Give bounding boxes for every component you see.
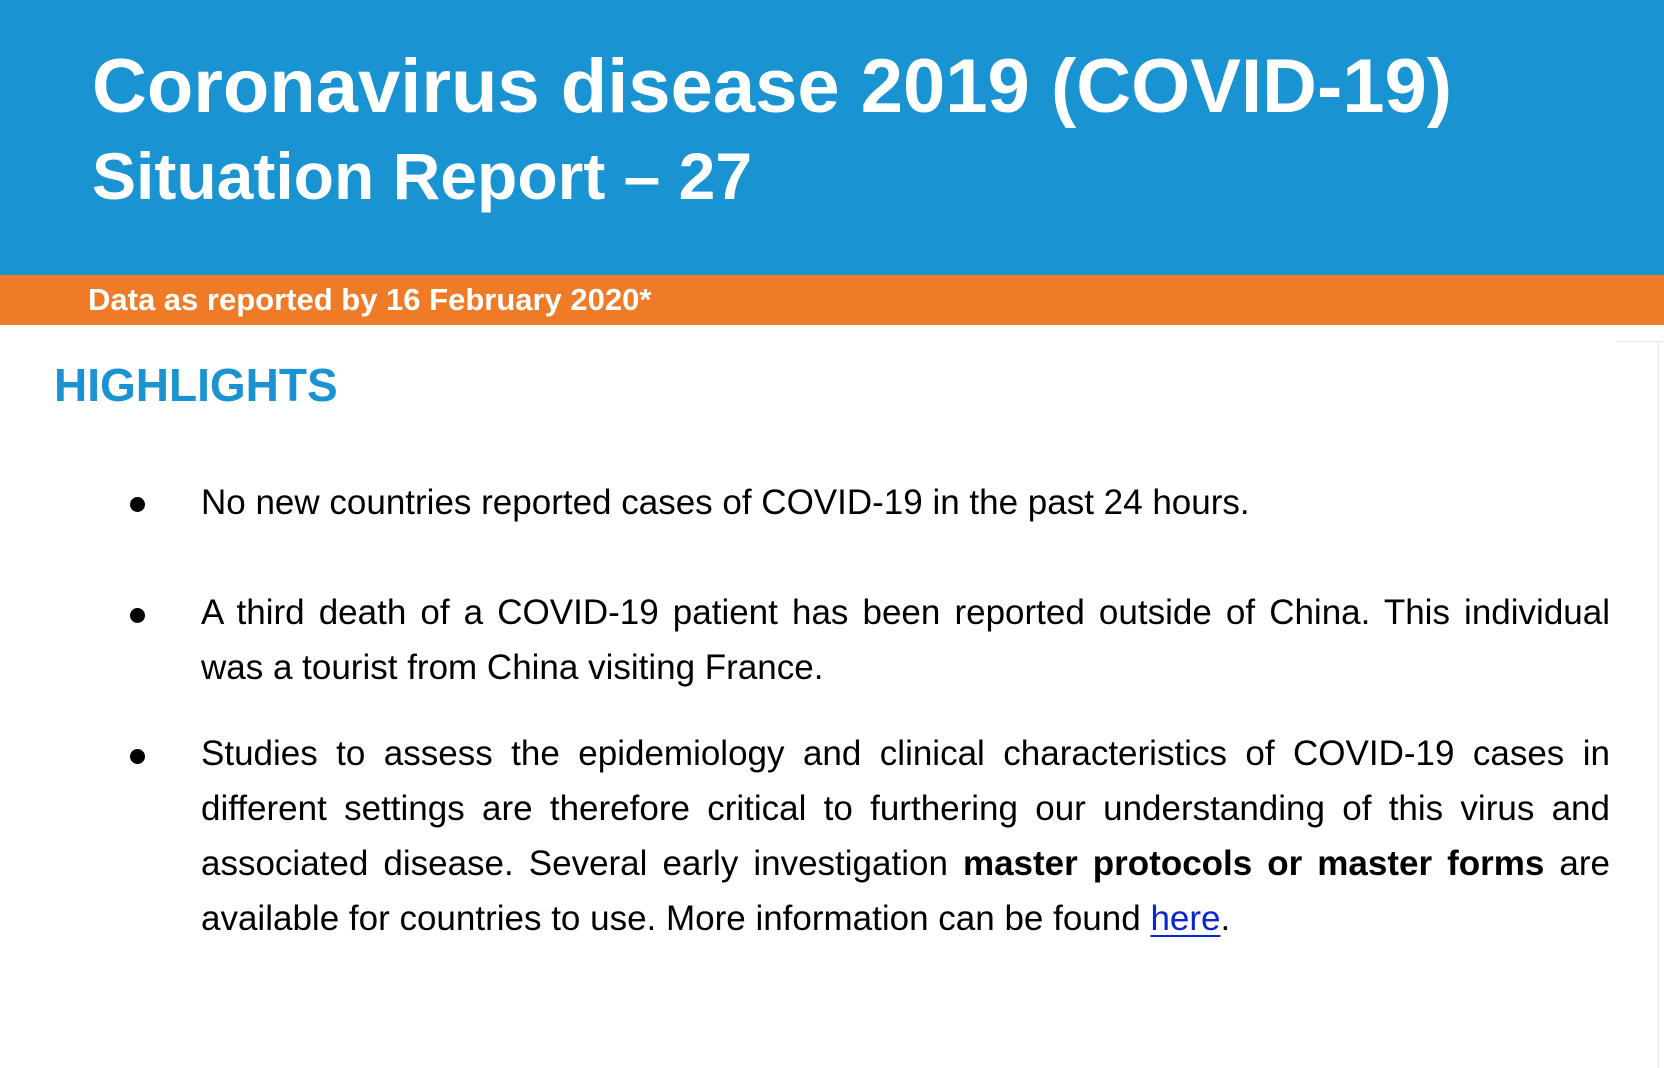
highlight-item-3-text: Studies to assess the epidemiology and clinical characteristics of COVID-19 cases in different settings are therefore critical to furthering our understanding of this virus and associated disease. Several early investigation xyxy=(201,734,1610,883)
data-date-text: Data as reported by 16 February 2020* xyxy=(88,282,652,317)
report-subtitle: Situation Report – 27 xyxy=(92,139,753,213)
here-link[interactable]: here xyxy=(1150,899,1221,938)
title-banner xyxy=(0,0,1664,275)
bullet-marker xyxy=(130,749,145,764)
bullet-marker xyxy=(130,497,145,512)
master-protocols-emphasis: master protocols or master forms xyxy=(962,844,1545,883)
bullet-marker xyxy=(130,608,145,623)
highlight-item-1: No new countries reported cases of COVID-19 in the past 24 hours. xyxy=(201,483,1250,522)
page-border-right xyxy=(1658,342,1659,1068)
report-title: Coronavirus disease 2019 (COVID-19) xyxy=(92,44,1453,129)
highlight-item-3-end: . xyxy=(1220,899,1231,938)
highlights-heading: HIGHLIGHTS xyxy=(54,359,338,411)
highlight-item-3-text-cont: are available for countries to use. More information can be found xyxy=(201,844,1611,938)
highlight-item-2: A third death of a COVID-19 patient has been reported outside of China. This individual was a tourist from China visiting France. xyxy=(201,593,1610,687)
highlight-item-3 xyxy=(201,726,1610,946)
